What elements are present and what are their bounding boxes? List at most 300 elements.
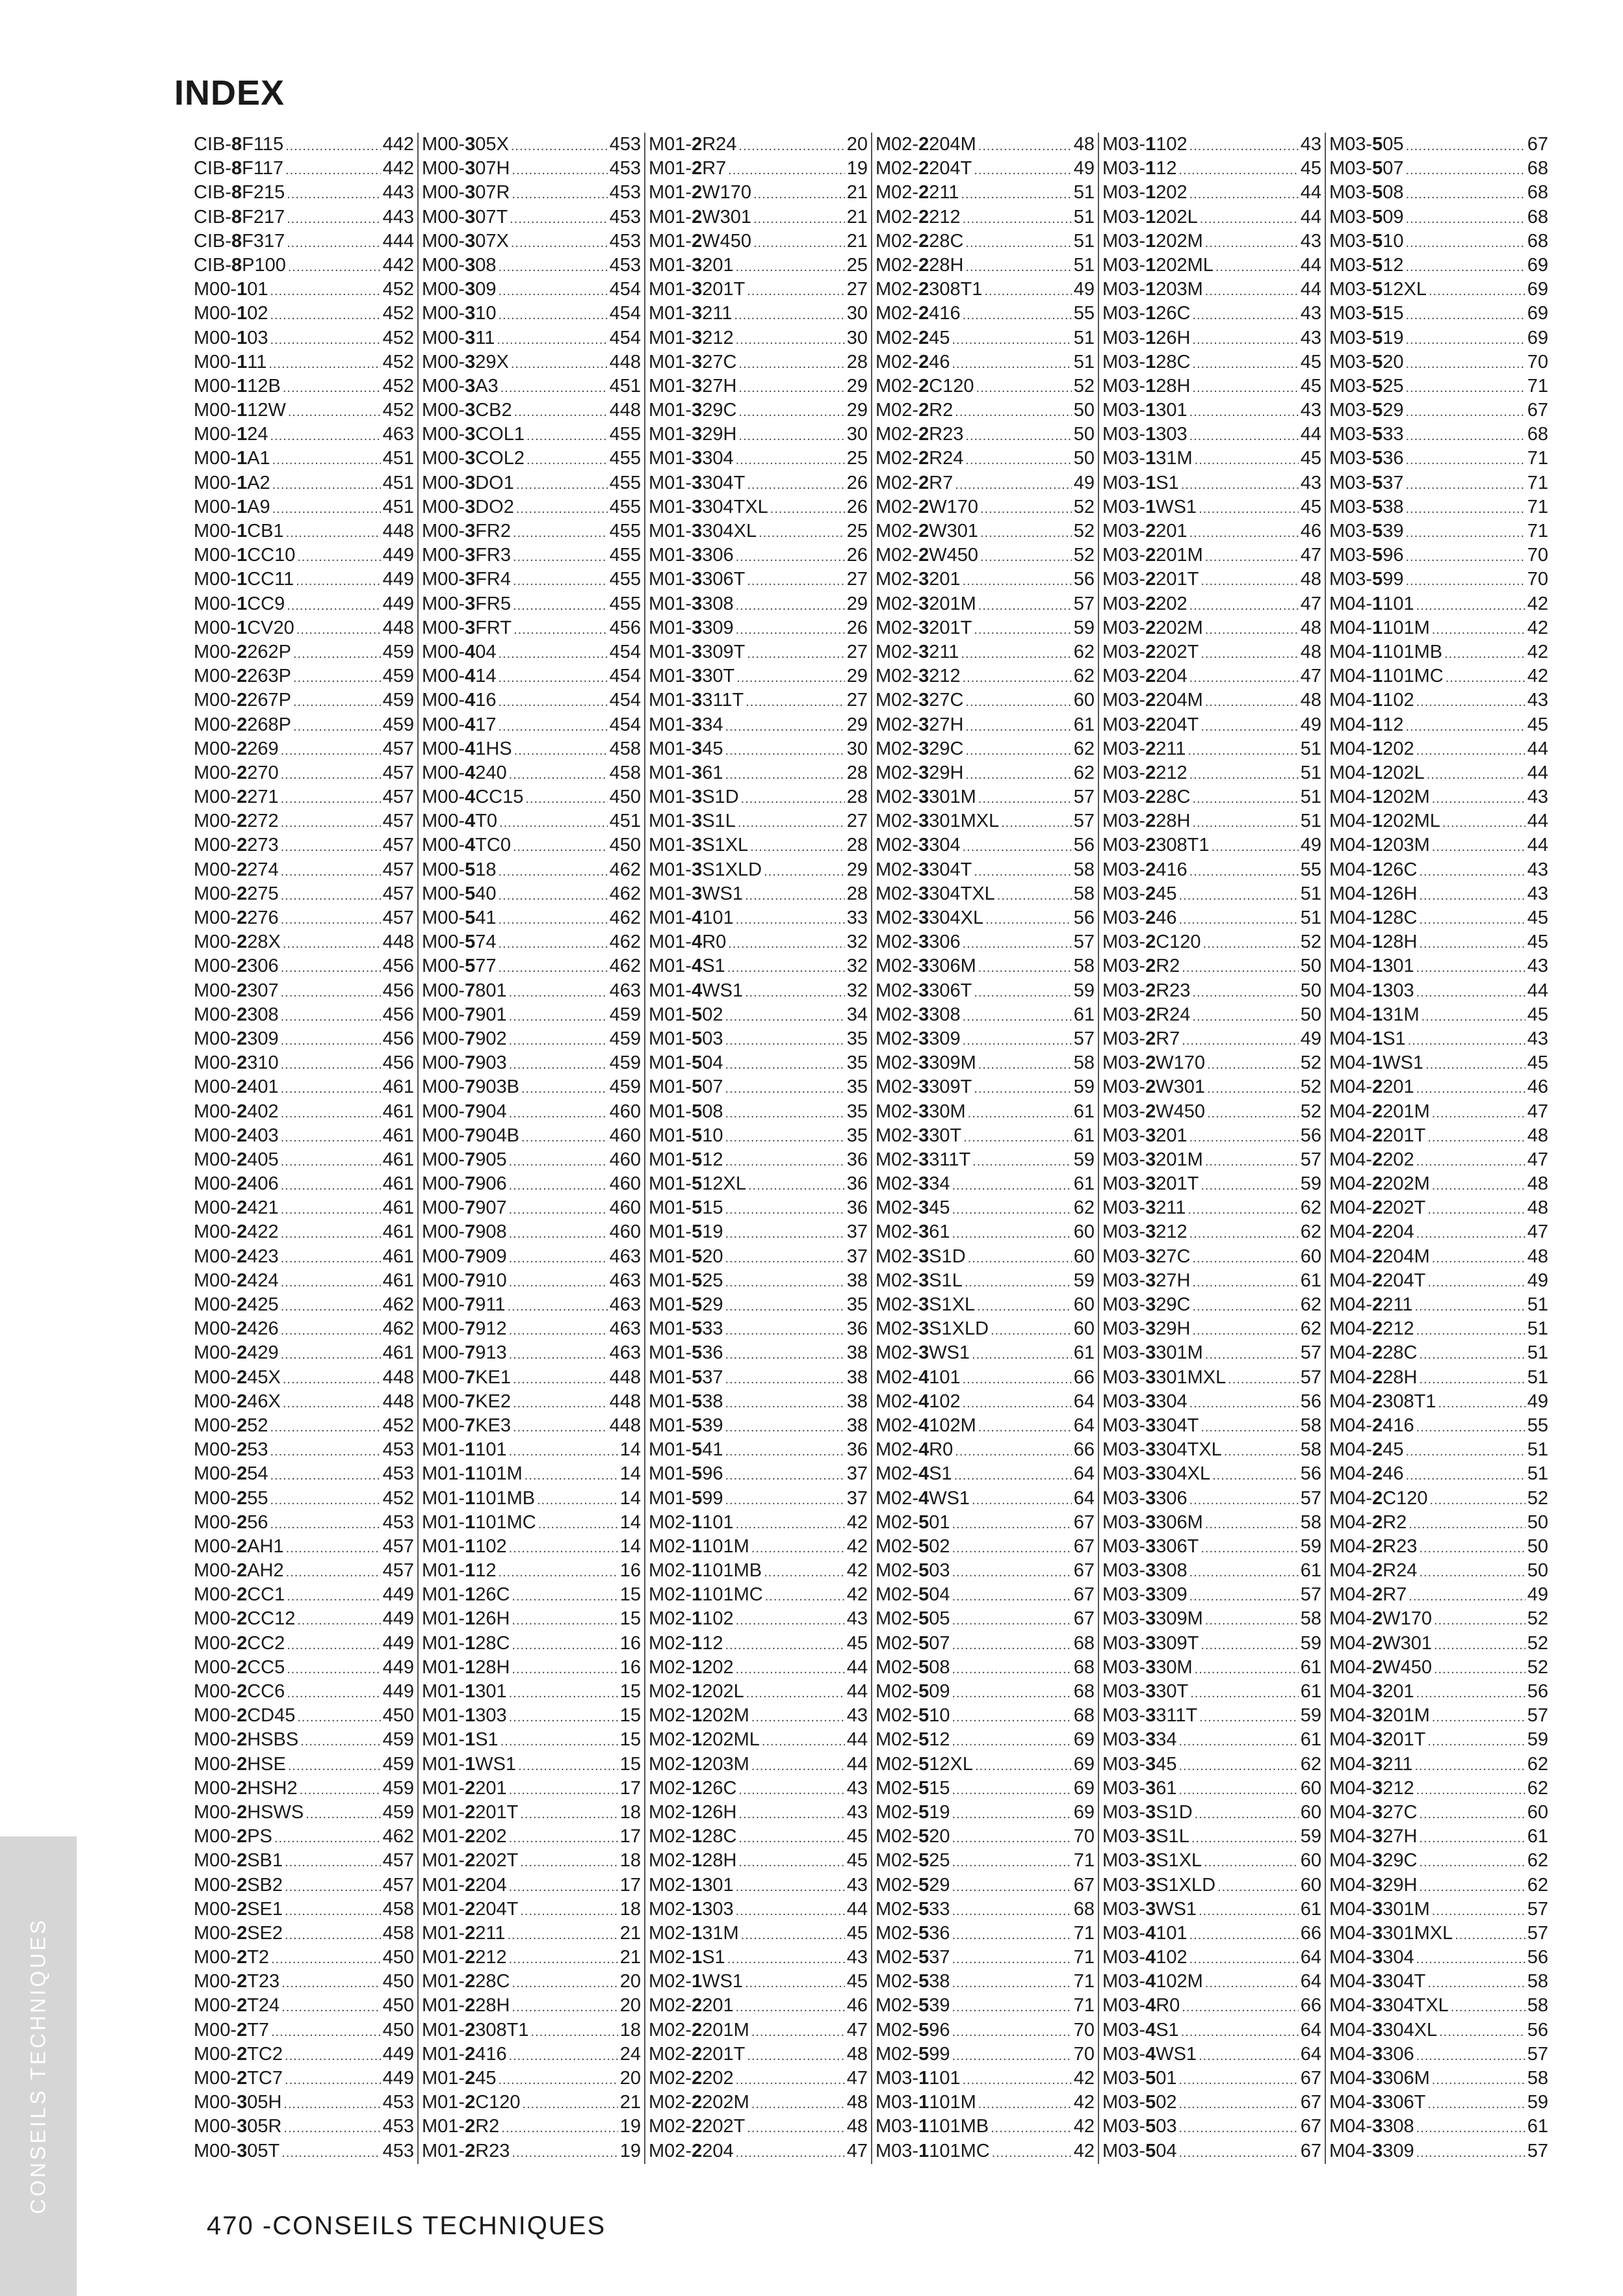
page-reference: 42 xyxy=(1073,2068,1095,2089)
page-reference: 443 xyxy=(382,206,414,228)
product-code xyxy=(876,1148,970,1172)
code-prefix: M00- xyxy=(422,1173,465,1195)
code-suffix: 308T1 xyxy=(1156,835,1210,856)
code-series: 2 xyxy=(1145,545,1156,566)
page-reference: 457 xyxy=(382,1560,414,1582)
code-suffix: 304TXL xyxy=(702,496,768,517)
code-prefix: M02- xyxy=(876,1826,919,1847)
index-entry xyxy=(1102,1051,1321,1075)
page-reference: 71 xyxy=(1527,375,1548,397)
code-suffix: 02 xyxy=(1156,2092,1177,2113)
dot-leader xyxy=(516,473,608,497)
product-code xyxy=(876,1100,966,1124)
index-entry xyxy=(422,1753,641,1777)
code-suffix: SB2 xyxy=(247,1874,283,1896)
dot-leader xyxy=(734,304,844,328)
code-series: 3 xyxy=(1145,1535,1156,1557)
page-reference: 61 xyxy=(1300,1681,1321,1702)
product-code xyxy=(1102,278,1203,302)
product-code xyxy=(1329,1293,1412,1317)
code-prefix: M00- xyxy=(194,1076,237,1098)
dot-leader xyxy=(1189,1561,1299,1585)
page-reference: 30 xyxy=(846,738,868,759)
code-prefix: M00- xyxy=(194,279,237,300)
code-prefix: M01- xyxy=(422,1947,465,1968)
code-suffix: 203M xyxy=(1383,835,1430,856)
dot-leader xyxy=(509,1271,608,1295)
dot-leader xyxy=(978,135,1072,159)
product-code xyxy=(876,1124,961,1148)
dot-leader xyxy=(728,932,844,956)
code-prefix: M03- xyxy=(1102,617,1146,638)
index-entry xyxy=(422,1366,641,1390)
page-reference: 64 xyxy=(1300,2043,1321,2065)
dot-leader xyxy=(1205,690,1299,714)
page-reference: 46 xyxy=(1527,1076,1548,1098)
code-series: 3 xyxy=(1372,2116,1383,2137)
product-code xyxy=(649,350,736,374)
index-entry xyxy=(1329,1753,1548,1777)
code-prefix: M01- xyxy=(649,1342,692,1364)
index-entry xyxy=(1329,350,1548,374)
code-suffix: 29H xyxy=(929,762,964,783)
product-code xyxy=(876,229,963,254)
dot-leader xyxy=(281,811,381,835)
dot-leader xyxy=(725,1368,844,1392)
product-code xyxy=(1102,471,1179,495)
index-entry xyxy=(876,205,1095,229)
code-series: 2 xyxy=(1145,859,1156,880)
code-prefix: M00- xyxy=(194,1415,237,1436)
code-prefix: M04- xyxy=(1329,1390,1373,1412)
page-reference: 456 xyxy=(382,980,414,1001)
code-series: 3 xyxy=(1145,1656,1156,1678)
code-suffix: 26H xyxy=(475,1608,510,1630)
code-series: 2 xyxy=(237,980,248,1001)
dot-leader xyxy=(516,497,608,521)
code-suffix: 41 xyxy=(475,907,497,928)
code-suffix: 306 xyxy=(247,956,279,977)
page-reference: 21 xyxy=(846,230,868,252)
product-code xyxy=(422,326,495,350)
product-code xyxy=(876,1704,950,1728)
page-reference: 42 xyxy=(846,1511,868,1533)
code-suffix: R24 xyxy=(1383,1560,1418,1582)
code-prefix: M01- xyxy=(649,762,692,783)
code-series: 2 xyxy=(918,472,929,493)
code-suffix: 202 xyxy=(475,1826,507,1847)
product-code xyxy=(1329,1390,1436,1414)
code-series: 2 xyxy=(1145,1004,1156,1025)
page-reference: 26 xyxy=(846,617,868,638)
dot-leader xyxy=(727,1948,845,1972)
code-prefix: M00- xyxy=(194,327,237,348)
index-entry xyxy=(649,1462,868,1486)
code-prefix: M04- xyxy=(1329,1681,1373,1702)
dot-leader xyxy=(1189,424,1299,449)
page-reference: 43 xyxy=(1300,327,1321,348)
product-code xyxy=(422,1946,507,1970)
code-prefix: M03- xyxy=(1102,1439,1146,1461)
code-series: 1 xyxy=(692,1777,703,1799)
code-prefix: M00- xyxy=(194,1270,237,1291)
code-series: 2 xyxy=(692,2019,703,2041)
page-reference: 17 xyxy=(619,1826,641,1847)
code-series: 2 xyxy=(237,1173,248,1195)
dot-leader xyxy=(509,1827,618,1851)
code-series: 3 xyxy=(465,448,476,469)
code-series: 3 xyxy=(918,738,929,759)
code-suffix: 08 xyxy=(702,1101,723,1122)
dot-leader xyxy=(1405,231,1525,255)
code-suffix: 311T xyxy=(1156,1705,1198,1727)
code-series: 2 xyxy=(692,1995,703,2016)
code-suffix: 102 xyxy=(475,1535,507,1557)
dot-leader xyxy=(296,569,380,594)
dot-leader xyxy=(1405,424,1525,449)
page-reference: 44 xyxy=(846,1656,868,1678)
page-reference: 57 xyxy=(1300,1487,1321,1509)
product-code xyxy=(649,1632,723,1656)
code-prefix: M04- xyxy=(1329,1221,1373,1243)
code-prefix: M02- xyxy=(876,907,919,928)
product-code xyxy=(194,882,279,906)
page-reference: 20 xyxy=(619,2068,641,2089)
page-reference: 68 xyxy=(1527,158,1548,179)
product-code xyxy=(649,1849,736,1873)
code-suffix: C120 xyxy=(475,2092,521,2113)
code-prefix: M02- xyxy=(649,1584,692,1606)
code-prefix: M00- xyxy=(422,617,465,638)
code-series: 1 xyxy=(237,617,248,638)
page-reference: 461 xyxy=(382,1149,414,1170)
code-prefix: M00- xyxy=(422,932,465,953)
page-reference: 448 xyxy=(382,932,414,953)
code-suffix: 45 xyxy=(929,1197,950,1219)
code-suffix: 28X xyxy=(247,932,281,953)
code-prefix: M04- xyxy=(1329,1801,1373,1823)
code-suffix: 26C xyxy=(1156,303,1191,324)
code-suffix: 301 xyxy=(702,1874,734,1896)
dot-leader xyxy=(984,280,1071,304)
product-code xyxy=(1102,664,1188,688)
dot-leader xyxy=(738,1803,844,1827)
index-entry xyxy=(1102,1704,1321,1728)
product-code xyxy=(649,205,751,229)
code-series: 3 xyxy=(918,1173,929,1195)
code-series: 2 xyxy=(1372,1366,1383,1388)
dot-leader xyxy=(498,666,607,690)
index-entry xyxy=(194,398,414,423)
dot-leader xyxy=(283,932,381,956)
page-reference: 14 xyxy=(619,1511,641,1533)
dot-leader xyxy=(287,231,380,255)
code-suffix: 02 xyxy=(702,1004,723,1025)
dot-leader xyxy=(747,569,844,594)
product-code xyxy=(649,1970,743,1994)
code-suffix: 29 xyxy=(929,1874,950,1896)
product-code xyxy=(1102,1124,1188,1148)
page-reference: 20 xyxy=(619,1971,641,1992)
code-suffix: 102M xyxy=(1156,1971,1203,1992)
code-prefix: M01- xyxy=(649,883,692,904)
code-series: 3 xyxy=(692,254,703,276)
index-entry xyxy=(1102,664,1321,688)
page-reference: 43 xyxy=(1527,787,1548,808)
code-series: 1 xyxy=(465,1705,476,1727)
dot-leader xyxy=(513,569,608,594)
index-entry xyxy=(194,519,414,543)
dot-leader xyxy=(751,1537,845,1561)
code-series: 1 xyxy=(692,1560,703,1582)
code-prefix: M00- xyxy=(194,666,237,687)
dot-leader xyxy=(1405,545,1525,569)
dot-leader xyxy=(1189,763,1299,787)
code-prefix: M00- xyxy=(194,1101,237,1122)
product-code xyxy=(876,254,963,278)
page-reference: 49 xyxy=(1073,279,1095,300)
dot-leader xyxy=(1201,1174,1298,1198)
page-reference: 44 xyxy=(1527,980,1548,1001)
dot-leader xyxy=(1201,1634,1298,1658)
code-suffix: 18 xyxy=(475,859,497,880)
dot-leader xyxy=(285,1875,381,1899)
dot-leader xyxy=(1432,787,1526,811)
product-code xyxy=(1329,664,1444,688)
code-series: 5 xyxy=(918,1753,929,1775)
code-suffix: 416 xyxy=(1156,859,1188,880)
dot-leader xyxy=(725,1247,844,1271)
page-reference: 67 xyxy=(1073,1584,1095,1606)
code-series: 1 xyxy=(237,424,248,445)
index-entry xyxy=(649,1922,868,1946)
index-entry xyxy=(1102,1922,1321,1946)
dot-leader xyxy=(963,932,1072,956)
page-reference: 448 xyxy=(382,1366,414,1388)
page-reference: 58 xyxy=(1300,1511,1321,1533)
index-entry xyxy=(194,2115,414,2139)
page-reference: 51 xyxy=(1300,883,1321,904)
code-suffix: 30M xyxy=(929,1101,966,1122)
code-series: 2 xyxy=(237,1705,248,1727)
code-suffix: 201M xyxy=(1383,1101,1430,1122)
code-series: 1 xyxy=(1372,641,1383,662)
index-entry xyxy=(1329,567,1548,592)
code-series: 5 xyxy=(692,1415,703,1436)
product-code xyxy=(1102,1632,1199,1656)
code-prefix: M00- xyxy=(194,811,237,832)
code-prefix: M03- xyxy=(1102,1777,1146,1799)
dot-leader xyxy=(1205,1150,1299,1174)
code-suffix: 27C xyxy=(929,690,964,711)
dot-leader xyxy=(1189,1489,1299,1513)
product-code xyxy=(876,423,963,447)
code-prefix: M01- xyxy=(422,2068,465,2089)
code-prefix: M03- xyxy=(1102,1535,1146,1557)
product-code xyxy=(649,1438,723,1462)
page-reference: 56 xyxy=(1073,569,1095,590)
product-code xyxy=(1102,1438,1222,1462)
code-prefix: M02- xyxy=(876,303,919,324)
product-code xyxy=(422,157,510,181)
code-series: 4 xyxy=(1145,2043,1156,2065)
index-entry xyxy=(1329,737,1548,761)
product-code xyxy=(422,809,497,833)
page-reference: 59 xyxy=(1300,1705,1321,1727)
dot-leader xyxy=(509,1319,608,1343)
page-reference: 16 xyxy=(619,1560,641,1582)
code-series: 1 xyxy=(465,1584,476,1606)
code-prefix: M02- xyxy=(876,400,919,421)
product-code xyxy=(1102,1051,1205,1075)
code-suffix: 202T xyxy=(1156,641,1199,662)
dot-leader xyxy=(1205,1609,1299,1633)
index-entry xyxy=(1102,1970,1321,1994)
code-series: 1 xyxy=(1145,351,1156,372)
code-prefix: M01- xyxy=(422,1463,465,1485)
code-prefix: M00- xyxy=(422,327,465,348)
code-series: 2 xyxy=(237,1390,248,1412)
code-suffix: 904B xyxy=(475,1125,519,1146)
product-code xyxy=(422,1656,510,1680)
code-suffix: 26H xyxy=(1383,883,1418,904)
page-reference: 71 xyxy=(1073,1922,1095,1944)
index-entry xyxy=(1102,1535,1321,1559)
page-reference: 61 xyxy=(1073,1173,1095,1195)
code-prefix: M02- xyxy=(876,714,919,735)
code-prefix: M00- xyxy=(194,859,237,880)
dot-leader xyxy=(1405,715,1525,739)
code-prefix: M03- xyxy=(876,2068,919,2089)
page-reference: 27 xyxy=(846,279,868,300)
code-suffix: R0 xyxy=(929,1439,954,1461)
index-entry xyxy=(194,1511,414,1535)
index-entry xyxy=(1102,2115,1321,2139)
product-code xyxy=(876,1196,950,1220)
page-reference: 57 xyxy=(1527,2140,1548,2161)
code-series: 4 xyxy=(692,907,703,928)
code-series: 2 xyxy=(1372,1076,1383,1098)
index-entry xyxy=(876,1075,1095,1099)
code-prefix: CIB- xyxy=(194,134,231,155)
code-suffix: 202ML xyxy=(1383,811,1440,832)
code-prefix: M00- xyxy=(194,1608,237,1630)
product-code xyxy=(876,1898,950,1922)
code-prefix: M01- xyxy=(422,1729,465,1751)
code-series: 2 xyxy=(237,1246,248,1267)
product-code xyxy=(194,157,283,181)
code-suffix: 268P xyxy=(247,714,291,735)
dot-leader xyxy=(523,2093,618,2117)
product-code xyxy=(422,1148,507,1172)
page-reference: 461 xyxy=(382,1246,414,1267)
product-code xyxy=(1102,567,1199,592)
product-code xyxy=(876,1728,950,1752)
product-code xyxy=(1329,1414,1414,1438)
page-reference: 454 xyxy=(609,666,641,687)
code-prefix: M01- xyxy=(649,907,692,928)
code-prefix: M02- xyxy=(876,1801,919,1823)
code-series: 2 xyxy=(1372,1632,1383,1654)
dot-leader xyxy=(521,1077,608,1101)
code-series: 2 xyxy=(1372,1221,1383,1243)
code-series: 2 xyxy=(465,1922,476,1944)
index-entry xyxy=(1102,374,1321,398)
code-suffix: 201T xyxy=(1383,1125,1426,1146)
code-prefix: CIB- xyxy=(194,206,231,228)
code-prefix: M04- xyxy=(1329,1584,1373,1606)
product-code xyxy=(1329,1680,1414,1704)
dot-leader xyxy=(736,449,845,473)
code-prefix: CIB- xyxy=(194,254,231,276)
index-entry xyxy=(649,1680,868,1704)
index-entry xyxy=(1102,1873,1321,1898)
page-reference: 71 xyxy=(1527,496,1548,517)
code-prefix: M02- xyxy=(876,859,919,880)
code-series: 3 xyxy=(465,472,476,493)
product-code xyxy=(422,1922,505,1946)
index-entry xyxy=(1329,906,1548,930)
code-prefix: M00- xyxy=(422,1246,465,1267)
dot-leader xyxy=(272,449,381,473)
page-reference: 61 xyxy=(1073,1342,1095,1364)
code-prefix: M02- xyxy=(876,617,919,638)
page-reference: 43 xyxy=(1300,472,1321,493)
page-reference: 52 xyxy=(1527,1656,1548,1678)
code-suffix: 16 xyxy=(475,690,497,711)
code-prefix: M03- xyxy=(1102,1753,1146,1775)
index-entry xyxy=(876,447,1095,471)
page-reference: 45 xyxy=(1527,932,1548,953)
product-code xyxy=(876,1511,950,1535)
index-entry xyxy=(422,785,641,809)
code-series: 2 xyxy=(465,2140,476,2161)
product-code xyxy=(422,664,496,688)
code-suffix: R23 xyxy=(929,424,964,445)
code-series: 2 xyxy=(1145,811,1156,832)
page-reference: 46 xyxy=(846,1995,868,2016)
page-reference: 19 xyxy=(846,158,868,179)
code-series: 2 xyxy=(1145,907,1156,928)
code-suffix: 77 xyxy=(475,956,497,977)
code-series: 1 xyxy=(1372,859,1383,880)
product-code xyxy=(1102,2115,1176,2139)
code-suffix: 12XL xyxy=(929,1753,973,1775)
product-code xyxy=(422,1027,507,1051)
dot-leader xyxy=(525,787,607,811)
code-suffix: W450 xyxy=(929,545,978,566)
code-series: 3 xyxy=(692,593,703,614)
page-reference: 62 xyxy=(1527,1753,1548,1775)
product-code xyxy=(194,1704,295,1728)
page-reference: 43 xyxy=(1527,883,1548,904)
page-reference: 30 xyxy=(846,327,868,348)
product-code xyxy=(649,471,745,495)
index-entry xyxy=(649,1390,868,1414)
code-suffix: 202ML xyxy=(702,1729,760,1751)
index-entry xyxy=(1329,181,1548,205)
dot-leader xyxy=(1189,521,1299,545)
code-series: 1 xyxy=(692,1826,703,1847)
code-series: 1 xyxy=(692,1705,703,1727)
code-prefix: M00- xyxy=(194,617,237,638)
dot-leader xyxy=(281,1319,381,1343)
code-suffix: 45 xyxy=(1156,883,1177,904)
code-suffix: 403 xyxy=(247,1125,279,1146)
dot-leader xyxy=(1192,811,1298,835)
page-reference: 59 xyxy=(1073,617,1095,638)
dot-leader xyxy=(952,1730,1071,1754)
